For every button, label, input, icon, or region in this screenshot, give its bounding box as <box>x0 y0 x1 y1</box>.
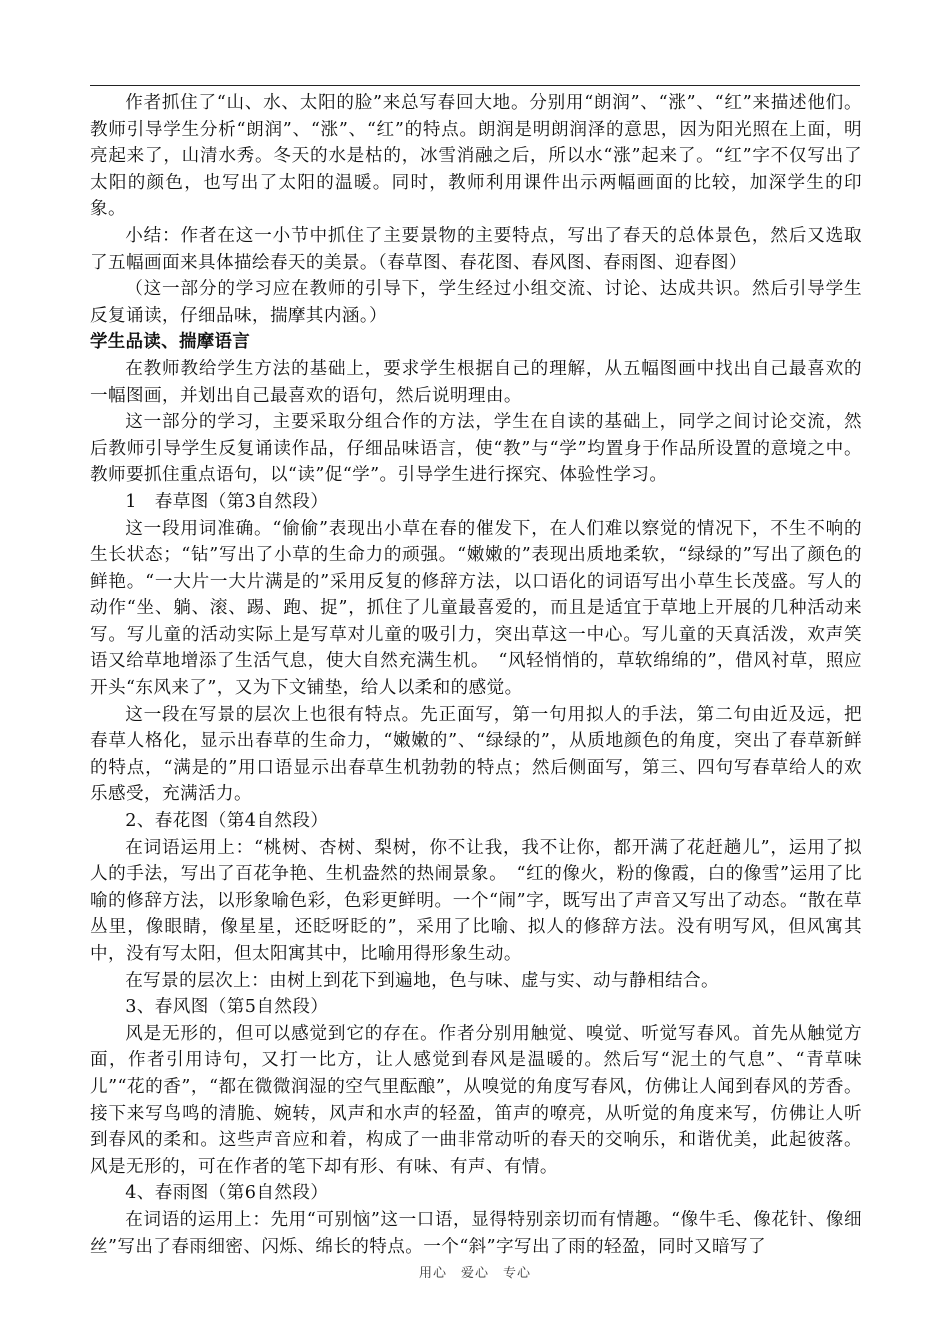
paragraph: 在教师教给学生方法的基础上，要求学生根据自己的理解，从五幅图画中找出自己最喜欢的一幅图画，并划出自己最喜欢的语句，然后说明理由。 <box>90 358 862 406</box>
paragraph: 作者抓住了“山、水、太阳的脸”来总写春回大地。分别用“朗润”、“涨”、“红”来描述他们。教师引导学生分析“朗润”、“涨”、“红”的特点。朗润是明朗润泽的意思，因为阳光照在上面，明亮起来了，山清水秀。冬天的水是枯的，冰雪消融之后，所以水“涨”起来了。“红”字不仅写出了太阳的颜色，也写出了太阳的温暖。同时，教师利用课件出示两幅画面的比较，加深学生的印象。 <box>90 93 862 220</box>
paragraph: 在词语的运用上：先用“可别恼”这一口语，显得特别亲切而有情趣。“像牛毛、像花针、像细丝”写出了春雨细密、闪烁、绵长的特点。一个“斜”字写出了雨的轻盈，同时又暗写了 <box>90 1209 862 1257</box>
paragraph: 在写景的层次上：由树上到花下到遍地，色与味、虚与实、动与静相结合。 <box>125 970 719 991</box>
subsection-title: 1 春草图（第3自然段） <box>125 491 329 512</box>
paragraph: 这一段在写景的层次上也很有特点。先正面写，第一句用拟人的手法，第二句由近及远，把春草人格化，显示出春草的生命力，“嫩嫩的”、“绿绿的”，从质地颜色的角度，突出了春草新鲜的特点，“满是的”用口语显示出春草生机勃勃的特点；然后侧面写，第三、四句写春草给人的欢乐感受，充满活力。 <box>90 704 862 805</box>
page-footer: 用心 爱心 专心 <box>418 1266 531 1281</box>
paragraph: 在词语运用上：“桃树、杏树、梨树，你不让我，我不让你，都开满了花赶趟儿”，运用了拟人的手法，写出了百花争艳、生机盎然的热闹景象。 “红的像火，粉的像霞，白的像雪”运用了比喻的修辞方法，以形象喻色彩，色彩更鲜明。一个“闹”字，既写出了声音又写出了动态。“散在草丛里，像眼睛，像星星，还眨呀眨的”，采用了比喻、拟人的修辞方法。没有明写风，但风寓其中，没有写太阳，但太阳寓其中，比喻用得形象生动。 <box>90 837 862 964</box>
document-body <box>90 90 862 1260</box>
paragraph: （这一部分的学习应在教师的引导下，学生经过小组交流、讨论、达成共识。然后引导学生反复诵读，仔细品味，揣摩其内涵。） <box>90 279 862 326</box>
paragraph: 这一段用词准确。“偷偷”表现出小草在春的催发下，在人们难以察觉的情况下，不生不响的生长状态；“钻”写出了小草的生命力的顽强。“嫩嫩的”表现出质地柔软，“绿绿的”写出了颜色的鲜艳。“一大片一大片满是的”采用反复的修辞方法，以口语化的词语写出小草生长茂盛。写人的动作“坐、躺、滚、踢、跑、捉”，抓住了儿童最喜爱的，而且是适宜于草地上开展的几种活动来写。写儿童的活动实际上是写草对儿童的吸引力，突出草这一中心。写儿童的天真活泼，欢声笑语又给草地增添了生活气息，使大自然充满生机。 “风轻悄悄的，草软绵绵的”，借风衬草，照应开头“东风来了”，又为下文铺垫，给人以柔和的感觉。 <box>90 518 862 699</box>
header-rule <box>90 85 860 86</box>
subsection-title: 3、春风图（第5自然段） <box>125 997 329 1018</box>
paragraph: 这一部分的学习，主要采取分组合作的方法，学生在自读的基础上，同学之间讨论交流，然后教师引导学生反复诵读作品，仔细品味语言，使“教”与“学”均置身于作品所设置的意境之中。教师要抓住重点语句，以“读”促“学”。引导学生进行探究、体验性学习。 <box>90 412 862 486</box>
subsection-title: 2、春花图（第4自然段） <box>125 811 329 832</box>
summary-paragraph: 小结：作者在这一小节中抓住了主要景物的主要特点，写出了春天的总体景色，然后又选取了五幅画面来具体描绘春天的美景。（春草图、春花图、春风图、春雨图、迎春图） <box>90 225 862 273</box>
paragraph: 风是无形的，但可以感觉到它的存在。作者分别用触觉、嗅觉、听觉写春风。首先从触觉方面，作者引用诗句，又打一比方，让人感觉到春风是温暖的。然后写“泥土的气息”、“青草味儿”“花的香”，“都在微微润湿的空气里酝酿”，从嗅觉的角度写春风，仿佛让人闻到春风的芳香。接下来写鸟鸣的清脆、婉转，风声和水声的轻盈，笛声的嘹亮，从听觉的角度来写，仿佛让人听到春风的柔和。这些声音应和着，构成了一曲非常动听的春天的交响乐，和谐优美，此起彼落。风是无形的，可在作者的笔下却有形、有味、有声、有情。 <box>90 1023 862 1177</box>
section-heading: 学生品读、揣摩语言 <box>90 332 251 353</box>
subsection-title: 4、春雨图（第6自然段） <box>125 1183 329 1204</box>
